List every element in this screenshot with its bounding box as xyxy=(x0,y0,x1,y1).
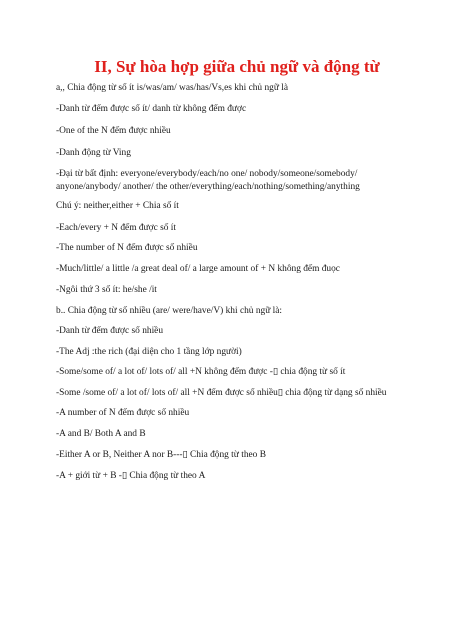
text-line: -Some/some of/ a lot of/ lots of/ all +N không đếm được -▯ chia động từ số ít xyxy=(56,367,346,377)
text-line: anyone/anybody/ another/ the other/everything/each/nothing/something/anything xyxy=(56,182,360,192)
text-line: -Some /some of/ a lot of/ lots of/ all +N đếm được số nhiều▯ chia động từ dạng số nhiều xyxy=(56,388,387,398)
text-line: -Danh từ đếm được số nhiều xyxy=(56,326,164,336)
text-line: b.. Chia động từ số nhiều (are/ were/have/V) khi chủ ngữ là: xyxy=(56,306,282,316)
text-line: Chú ý: neither,either + Chia số ít xyxy=(56,201,179,211)
text-line: -Danh động từ Ving xyxy=(56,148,131,158)
page-title: II, Sự hòa hợp giữa chủ ngữ và động từ xyxy=(94,57,380,76)
text-line: -The number of N đếm được số nhiều xyxy=(56,243,198,253)
text-line: -Either A or B, Neither A nor B---▯ Chia động từ theo B xyxy=(56,450,266,460)
text-line: -Đại từ bất định: everyone/everybody/each/no one/ nobody/someone/somebody/ xyxy=(56,169,358,179)
text-line: a,, Chia động từ số ít is/was/am/ was/has/Vs,es khi chủ ngữ là xyxy=(56,83,289,93)
text-line: -A number of N đếm được số nhiều xyxy=(56,408,190,418)
text-line: -Ngôi thứ 3 số ít: he/she /it xyxy=(56,285,157,295)
text-line: -The Adj :the rich (đại diện cho 1 tầng lớp người) xyxy=(56,347,242,357)
text-line: -A and B/ Both A and B xyxy=(56,429,146,439)
text-line: -Much/little/ a little /a great deal of/ a large amount of + N không đếm đuọc xyxy=(56,264,340,274)
text-line: -One of the N đếm được nhiều xyxy=(56,126,171,136)
text-line: -Danh từ đếm được số ít/ danh từ không đếm được xyxy=(56,104,247,114)
text-line: -A + giới từ + B -▯ Chia động từ theo A xyxy=(56,471,206,481)
text-line: -Each/every + N đếm được số ít xyxy=(56,223,176,233)
